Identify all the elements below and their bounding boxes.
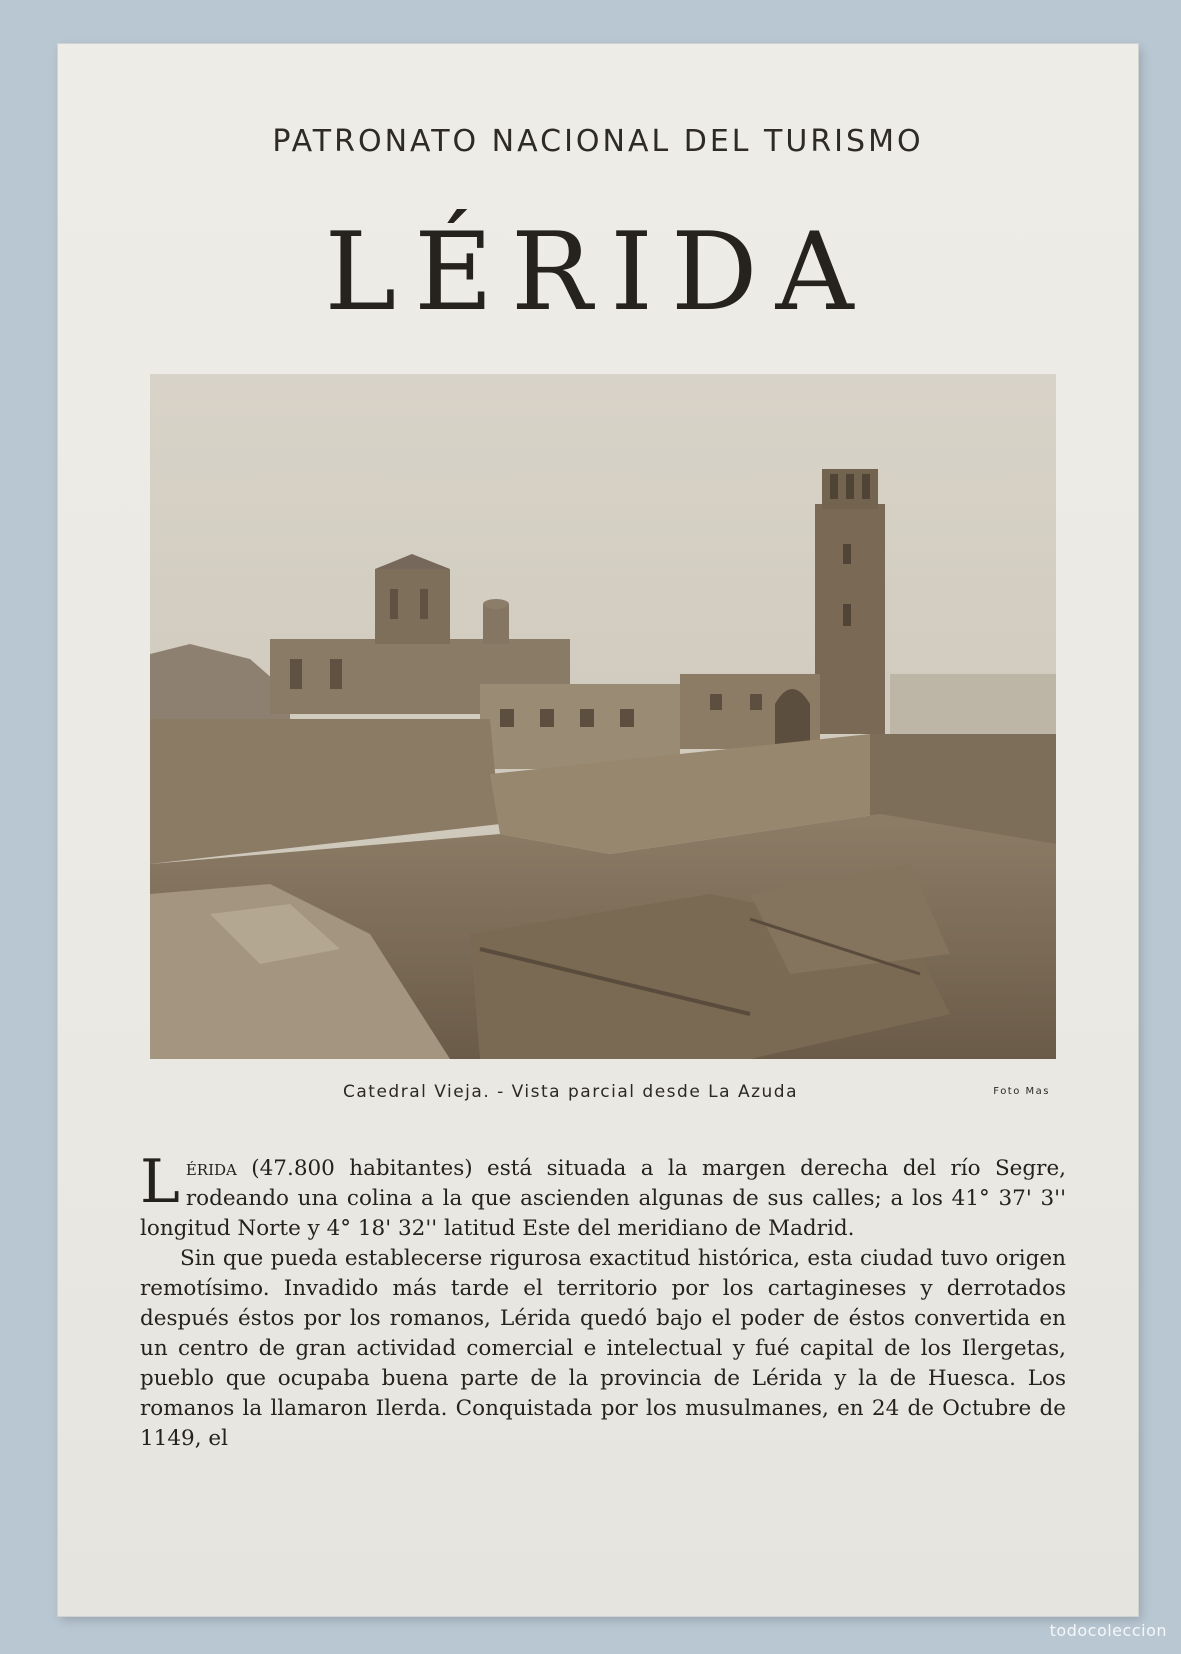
paragraph-1 (140, 1147, 1066, 1244)
paragraph-2: Sin que pueda establecerse rigurosa exactitud histórica, esta ciudad tuvo origen remotísimo. Invadido más tarde el territorio por los cartagineses y derrotados después éstos por los romanos, Lérida quedó bajo el poder de éstos convertida en un centro de gran actividad comercial e intelectual y fué capital de los Ilergetas, pueblo que ocupaba buena parte de la provincia de Lérida y la de Huesca. Los romanos la llamaron Ilerda. Conquistada por los musulmanes, en 24 de Octubre de 1149, el (140, 1246, 1066, 1451)
page-title: LÉRIDA (324, 210, 872, 335)
paragraph-1-text: (47.800 habitantes) está situada a la margen derecha del río Segre, rodeando una colina a la que ascienden algunas de sus calles; a los 41° 37' 3'' longitud Norte y 4° 18' 32'' latitud Este del meridiano de Madrid. (140, 1156, 1066, 1241)
watermark-text: todocoleccion (1049, 1621, 1167, 1640)
body-text (140, 1147, 1066, 1454)
cathedral-photo (150, 374, 1056, 1059)
photo-caption: Catedral Vieja. - Vista parcial desde La Azuda (343, 1082, 799, 1102)
brochure-page (58, 44, 1138, 1616)
photo-credit: Foto Mas (993, 1086, 1050, 1097)
drop-cap: L (140, 1147, 180, 1217)
organization-header: PATRONATO NACIONAL DEL TURISMO (272, 124, 924, 159)
first-word-rest: érida (185, 1156, 237, 1181)
